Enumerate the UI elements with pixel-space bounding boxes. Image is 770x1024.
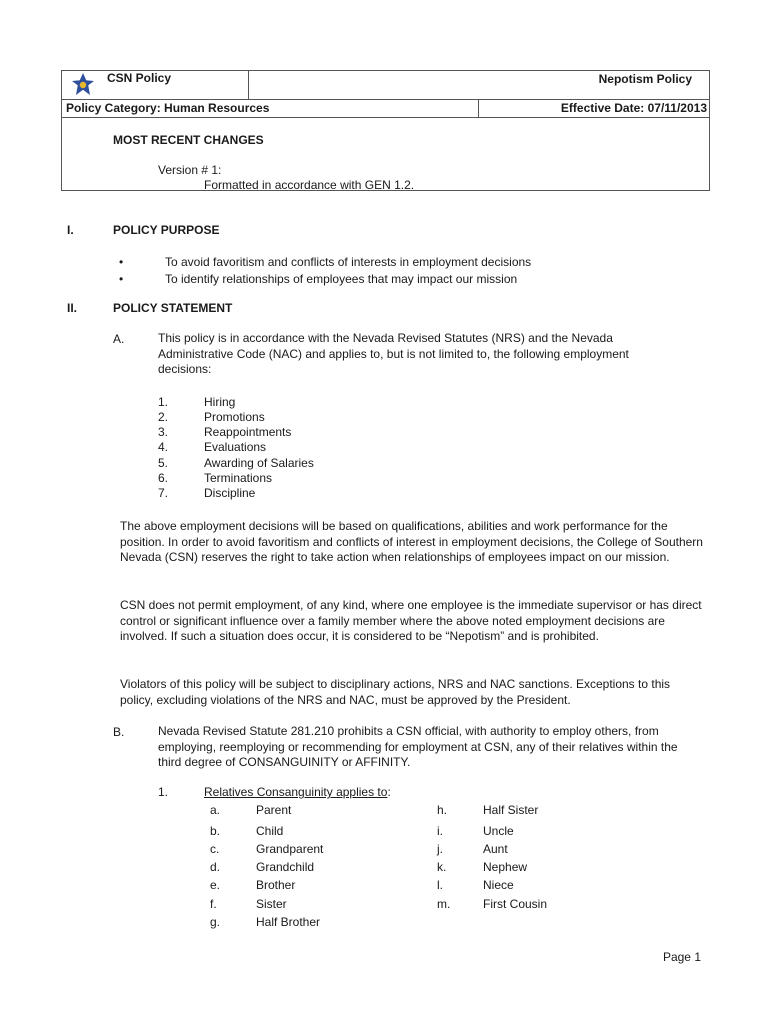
decision-number: 3. bbox=[158, 425, 169, 439]
decision-item: Discipline bbox=[204, 486, 256, 500]
header-divider-horizontal-2 bbox=[62, 117, 709, 118]
relative-letter: g. bbox=[210, 915, 221, 929]
effective-date: Effective Date: 07/11/2013 bbox=[560, 101, 707, 115]
decision-item: Evaluations bbox=[204, 440, 267, 454]
subsection-a-label: A. bbox=[113, 332, 125, 346]
decision-item: Promotions bbox=[204, 410, 265, 424]
relative-letter: l. bbox=[437, 878, 443, 892]
relative-item: Child bbox=[256, 824, 284, 838]
decision-item: Hiring bbox=[204, 395, 236, 409]
relative-item: Half Brother bbox=[256, 915, 321, 929]
decision-number: 4. bbox=[158, 440, 169, 454]
relative-letter: m. bbox=[437, 897, 451, 911]
relative-letter: i. bbox=[437, 824, 443, 838]
relative-letter: e. bbox=[210, 878, 221, 892]
policy-name: Nepotism Policy bbox=[598, 72, 692, 86]
decision-item: Reappointments bbox=[204, 425, 292, 439]
relative-item: First Cousin bbox=[483, 897, 548, 911]
policy-category: Policy Category: Human Resources bbox=[66, 101, 270, 115]
subsection-b-text: Nevada Revised Statute 281.210 prohibits a CSN official, with authority to employ others, from employing, reemploying or recommending for employment at CSN, any of their relatives within the third degree of CONSANGUINITY or AFFINITY. bbox=[158, 724, 678, 769]
decision-number: 2. bbox=[158, 410, 169, 424]
relative-item: Nephew bbox=[483, 860, 528, 874]
relative-item: Aunt bbox=[483, 842, 508, 856]
consanguinity-number: 1. bbox=[158, 785, 169, 799]
relative-item: Niece bbox=[483, 878, 514, 892]
relative-letter: f. bbox=[210, 897, 217, 911]
relative-letter: b. bbox=[210, 824, 221, 838]
header-divider-horizontal bbox=[62, 99, 709, 100]
decision-number: 7. bbox=[158, 486, 169, 500]
relative-letter: d. bbox=[210, 860, 221, 874]
subsection-a-text: This policy is in accordance with the Nevada Revised Statutes (NRS) and the Nevada Administrative Code (NAC) and applies to, but is not limited to, the following employment decisions: bbox=[158, 331, 629, 376]
relative-letter: k. bbox=[437, 860, 447, 874]
bullet-symbol: • bbox=[119, 272, 124, 286]
subsection-b-label: B. bbox=[113, 725, 125, 739]
section-2-heading: POLICY STATEMENT bbox=[113, 301, 233, 315]
relative-letter: a. bbox=[210, 803, 221, 817]
purpose-bullet: To avoid favoritism and conflicts of interests in employment decisions bbox=[165, 255, 532, 269]
section-2-number: II. bbox=[67, 301, 78, 315]
consanguinity-heading-colon: : bbox=[387, 785, 391, 799]
version-label: Version # 1: bbox=[158, 163, 222, 177]
purpose-bullet: To identify relationships of employees that may impact our mission bbox=[165, 272, 518, 286]
header-divider-vertical bbox=[248, 71, 249, 99]
relative-item: Brother bbox=[256, 878, 296, 892]
version-note: Formatted in accordance with GEN 1.2. bbox=[204, 178, 415, 192]
csn-logo-icon bbox=[69, 72, 97, 98]
statement-paragraph-2: CSN does not permit employment, of any kind, where one employee is the immediate supervisor or has direct control or significant influence over a family member where the above noted employment decisions are involved. If such a situation does occur, it is considered to be “Nepotism” and is prohibited. bbox=[120, 598, 702, 643]
bullet-symbol: • bbox=[119, 255, 124, 269]
relative-item: Half Sister bbox=[483, 803, 539, 817]
decision-number: 6. bbox=[158, 471, 169, 485]
header-divider-vertical-2 bbox=[478, 99, 479, 117]
relative-item: Grandchild bbox=[256, 860, 315, 874]
relative-item: Uncle bbox=[483, 824, 514, 838]
relative-letter: j. bbox=[437, 842, 443, 856]
decision-item: Terminations bbox=[204, 471, 273, 485]
page-number: Page 1 bbox=[662, 950, 701, 964]
section-1-number: I. bbox=[67, 223, 74, 237]
statement-paragraph-1: The above employment decisions will be based on qualifications, abilities and work performance for the position. In order to avoid favoritism and conflicts of interest in employment decisions, the College of Southern Nevada (CSN) reserves the right to take action when relationships of employees impact on our mission. bbox=[120, 519, 703, 564]
consanguinity-heading bbox=[204, 785, 391, 799]
decision-item: Awarding of Salaries bbox=[204, 456, 314, 470]
relative-item: Parent bbox=[256, 803, 292, 817]
policy-title: CSN Policy bbox=[107, 71, 172, 85]
decision-number: 5. bbox=[158, 456, 169, 470]
decision-number: 1. bbox=[158, 395, 169, 409]
consanguinity-heading-text: Relatives Consanguinity applies to bbox=[204, 785, 388, 799]
relative-letter: c. bbox=[210, 842, 220, 856]
statement-paragraph-3: Violators of this policy will be subject to disciplinary actions, NRS and NAC sanctions. Exceptions to this policy, excluding violations of the NRS and NAC, must be approved by the President. bbox=[120, 677, 671, 707]
relative-item: Sister bbox=[256, 897, 287, 911]
most-recent-changes-heading: MOST RECENT CHANGES bbox=[113, 133, 264, 147]
section-1-heading: POLICY PURPOSE bbox=[113, 223, 220, 237]
relative-item: Grandparent bbox=[256, 842, 324, 856]
relative-letter: h. bbox=[437, 803, 448, 817]
